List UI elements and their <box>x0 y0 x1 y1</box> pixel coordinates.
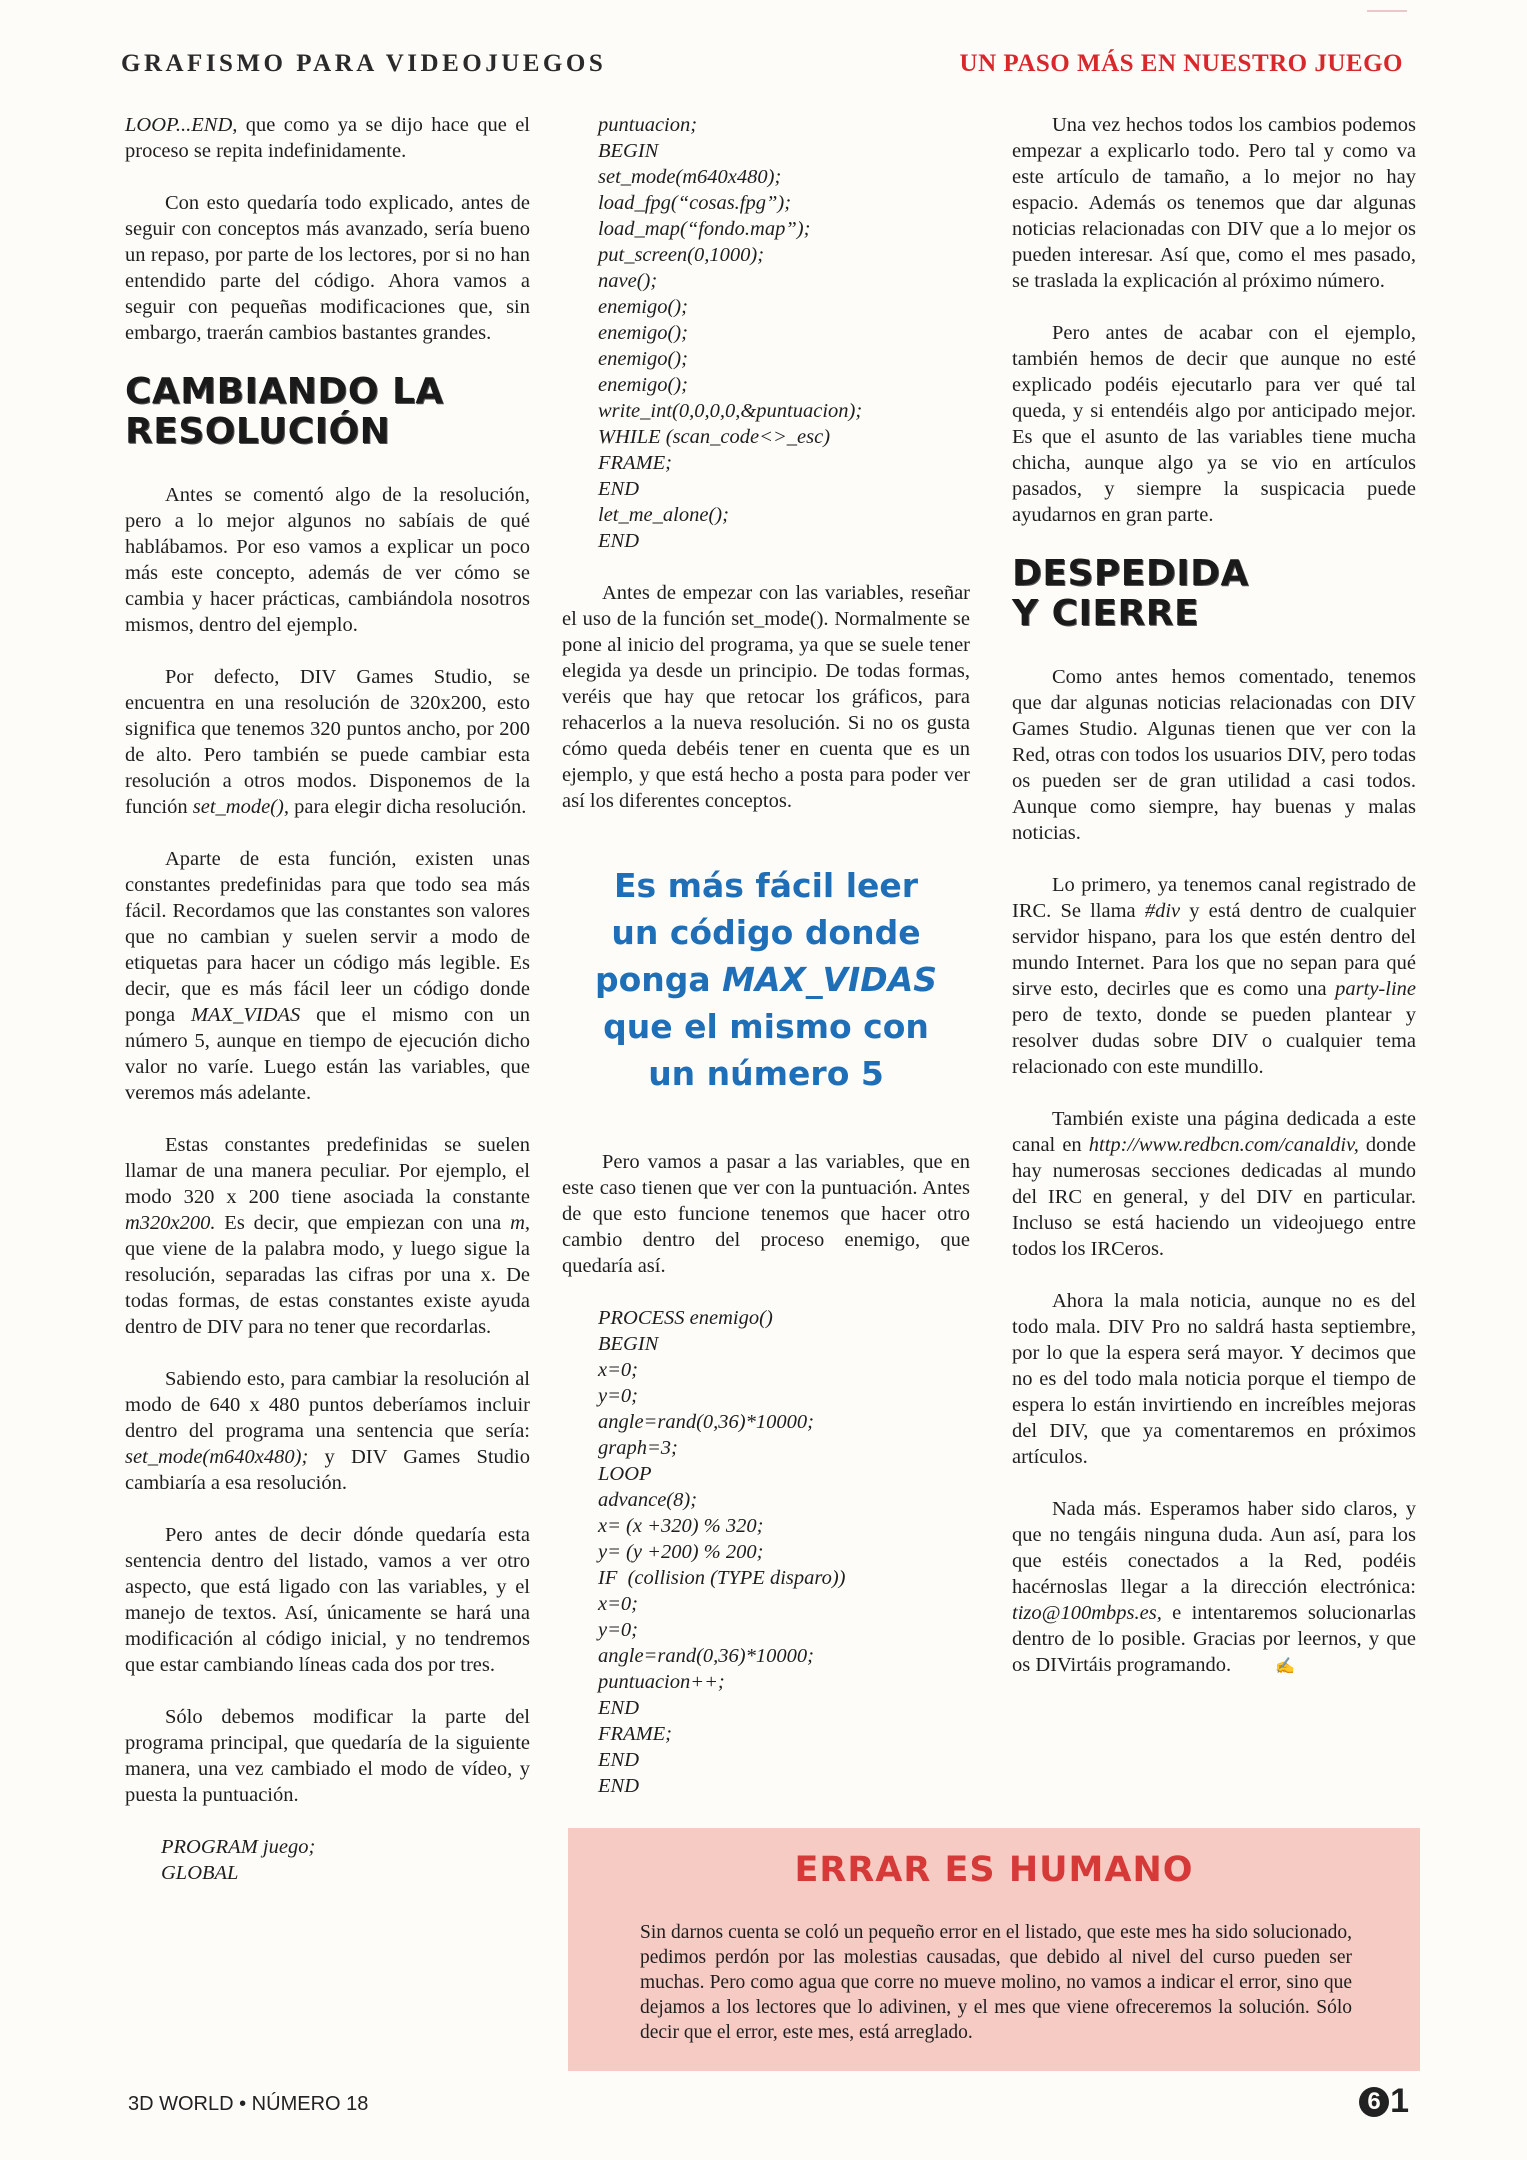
code-line: set_mode(m640x480); <box>598 166 782 188</box>
paragraph: Por defecto, DIV Games Studio, se encuentra en una resolución de 320x200, esto significa que tenemos 320 puntos ancho, por 200 de alto. Pero también se puede cambiar esta resolución a otros modos. Disponemos de la función set_mode(), para elegir dicha resolución. <box>125 666 530 818</box>
paragraph: Sólo debemos modificar la parte del programa principal, que quedaría de la siguiente manera, una vez cambiado el modo de vídeo, y puesta la puntuación. <box>125 1706 530 1806</box>
footer-issue: 3D WORLD • NÚMERO 18 <box>128 2093 369 2115</box>
code-line: load_fpg(“cosas.fpg”); <box>598 192 792 214</box>
paragraph: Pero antes de decir dónde quedaría esta sentencia dentro del listado, vamos a ver otro aspecto, que está ligado con las variables, y el manejo de textos. Así, únicamente se hará una modificación al código inicial, y no tendremos que estar cambiando líneas cada dos por tres. <box>125 1524 530 1676</box>
code-line: GLOBAL <box>161 1862 239 1884</box>
paragraph: Lo primero, ya tenemos canal registrado de IRC. Se llama #div y está dentro de cualquier servidor hispano, para los que estén dentro del mundo Internet. Para los que no sepan para qué sirve esto, decirles que es como una party-line pero de texto, donde se pueden plantear y resolver dudas sobre DIV o cualquier tema relacionado con este mundillo. <box>1012 874 1416 1078</box>
code-line: PROCESS enemigo() <box>598 1307 773 1329</box>
errata-box <box>568 1828 1420 2071</box>
code-line: y=0; <box>598 1385 639 1407</box>
code-line: let_me_alone(); <box>598 504 729 526</box>
code-listing <box>562 112 970 554</box>
code-listing <box>562 1305 970 1799</box>
code-line: put_screen(0,1000); <box>598 244 765 266</box>
code-line: angle=rand(0,36)*10000; <box>598 1645 814 1667</box>
paragraph: Aparte de esta función, existen unas constantes predefinidas para que todo sea más fácil. Recordamos que las constantes son valores que no cambian y suelen servir a modo de etiquetas para hacer un código más legible. Es decir, que es más fácil leer un código donde ponga MAX_VIDAS que el mismo con un número 5, aunque en tiempo de ejecución dicho valor no varíe. Luego están las variables, que veremos más adelante. <box>125 848 530 1104</box>
section-heading: DESPEDIDA Y CIERRE <box>1012 553 1249 634</box>
paragraph: Como antes hemos comentado, tenemos que dar algunas noticias relacionadas con DIV Games Studio. Algunas tienen que ver con la Red, otras con todos los usuarios DIV, pero todas os pueden ser de gran utilidad a casi todos. Aunque como siempre, hay buenas y malas noticias. <box>1012 666 1416 844</box>
pull-quote: Es más fácil leer un código donde ponga MAX_VIDAS que el mismo con un número 5 <box>594 866 937 1093</box>
paragraph: Pero antes de acabar con el ejemplo, también hemos de decir que aunque no esté explicado podéis ejecutarlo para ver qué tal queda, y si entendéis algo por anticipado mejor. Es que el asunto de las variables tiene mucha chicha, aunque algo ya se vio en artículos pasados, y siempre la suspicacia puede ayudarnos en gran parte. <box>1012 322 1416 526</box>
paragraph: Sabiendo esto, para cambiar la resolución al modo de 640 x 480 puntos deberíamos incluir dentro del programa una sentencia que sería: set_mode(m640x480); y DIV Games Studio cambiaría a esa resolución. <box>125 1368 530 1494</box>
top-rule <box>1367 10 1407 12</box>
paragraph: Antes de empezar con las variables, reseñar el uso de la función set_mode(). Normalmente se pone al inicio del programa, ya que se suele tener elegida ya desde un principio. De todas formas, veréis que hay que retocar los gráficos, para rehacerlos a la nueva resolución. Si no os gusta cómo queda debéis tener en cuenta que es un ejemplo, y que está hecho a posta para poder ver así los diferentes conceptos. <box>562 582 970 812</box>
paragraph: Con esto quedaría todo explicado, antes de seguir con conceptos más avanzado, sería bueno un repaso, por parte de los lectores, por si no han entendido parte del código. Ahora vamos a seguir con pequeñas modificaciones que, sin embargo, traerán cambios bastantes grandes. <box>125 192 530 344</box>
pencil-icon: ✍ <box>1275 1658 1296 1675</box>
code-line: angle=rand(0,36)*10000; <box>598 1411 814 1433</box>
article-header: UN PASO MÁS EN NUESTRO JUEGO <box>959 50 1403 77</box>
column-2 <box>562 112 970 1825</box>
page-number-badge: 6 <box>1359 2087 1389 2117</box>
paragraph: Una vez hechos todos los cambios podemos empezar a explicarlo todo. Pero tal y como va este artículo de tamaño, a lo mejor no hay espacio. Además os tenemos que dar algunas noticias relacionadas con DIV que a lo mejor os pueden interesar. Así que, como el mes pasado, se traslada la explicación al próximo número. <box>1012 114 1416 292</box>
code-line: y=0; <box>598 1619 639 1641</box>
paragraph: LOOP...END, que como ya se dijo hace que el proceso se repita indefinidamente. <box>125 114 530 162</box>
paragraph: Estas constantes predefinidas se suelen llamar de una manera peculiar. Por ejemplo, el modo 320 x 200 tiene asociada la constante m320x200. Es decir, que empiezan con una m, que viene de la palabra modo, y luego sigue la resolución, separadas las cifras por una x. De todas formas, de estas constantes existe ayuda dentro de DIV para no tener que recordarlas. <box>125 1134 530 1338</box>
code-line: END <box>598 1697 639 1719</box>
code-listing <box>125 1834 530 1886</box>
code-line: BEGIN <box>598 140 659 162</box>
code-line: graph=3; <box>598 1437 678 1459</box>
code-line: END <box>598 1775 639 1797</box>
paragraph: También existe una página dedicada a este canal en http://www.redbcn.com/canaldiv, donde hay numerosas secciones dedicadas al mundo del IRC en general, y del DIV en particular. Incluso se está haciendo un videojuego entre todos los IRCeros. <box>1012 1108 1416 1260</box>
column-3 <box>1012 112 1416 1706</box>
column-1 <box>125 112 530 1912</box>
code-line: END <box>598 1749 639 1771</box>
code-line: WHILE (scan_code<>_esc) <box>598 426 831 448</box>
code-line: FRAME; <box>598 452 672 474</box>
code-line: x= (x +320) % 320; <box>598 1515 764 1537</box>
paragraph: Nada más. Esperamos haber sido claros, y que no tengáis ninguna duda. Aun así, para los que estéis conectados a la Red, podéis hacérnoslas llegar a la dirección electrónica: tizo@100mbps.es, e intentaremos solucionarlas dentro de lo posible. Gracias por leernos, y que os DIVirtáis programando. ✍ <box>1012 1496 1416 1680</box>
code-line: puntuacion++; <box>598 1671 725 1693</box>
code-line: enemigo(); <box>598 348 688 370</box>
code-line: write_int(0,0,0,0,&puntuacion); <box>598 400 863 422</box>
code-line: enemigo(); <box>598 322 688 344</box>
code-line: nave(); <box>598 270 658 292</box>
section-heading: CAMBIANDO LA RESOLUCIÓN <box>125 371 444 452</box>
errata-text: Sin darnos cuenta se coló un pequeño error en el listado, que este mes ha sido solucionado, pedimos perdón por las molestias causadas, que debido al nivel del curso pueden ser muchas. Pero como agua que corre no mueve molino, no vamos a indicar el error, sino que dejamos a los lectores que lo adivinen, y el mes que viene ofreceremos la solución. Sólo decir que el error, este mes, está arreglado. <box>640 1922 1352 2043</box>
code-line: END <box>598 478 639 500</box>
code-line: x=0; <box>598 1593 639 1615</box>
paragraph: Antes se comentó algo de la resolución, pero a lo mejor algunos no sabíais de qué hablábamos. Por eso vamos a explicar un poco más este concepto, además de ver cómo se cambia y hacer prácticas, cambiándola nosotros mismos, dentro del ejemplo. <box>125 484 530 636</box>
paragraph: Pero vamos a pasar a las variables, que en este caso tienen que ver con la puntuación. Antes de que esto funcione tenemos que hacer otro cambio dentro del proceso enemigo, que quedaría así. <box>562 1151 970 1277</box>
code-line: LOOP <box>598 1463 652 1485</box>
code-line: puntuacion; <box>598 114 698 136</box>
code-line: END <box>598 530 639 552</box>
section-header: GRAFISMO PARA VIDEOJUEGOS <box>121 50 607 77</box>
code-line: PROGRAM juego; <box>161 1836 316 1858</box>
code-line: enemigo(); <box>598 296 688 318</box>
code-line: y= (y +200) % 200; <box>598 1541 764 1563</box>
code-line: FRAME; <box>598 1723 672 1745</box>
code-line: load_map(“fondo.map”); <box>598 218 811 240</box>
paragraph: Ahora la mala noticia, aunque no es del todo mala. DIV Pro no saldrá hasta septiembre, por lo que la espera será mayor. Y decimos que no es del todo mala noticia porque el tiempo de espera lo están invirtiendo en increíbles mejoras del DIV, que ya comentaremos en próximos artículos. <box>1012 1290 1416 1468</box>
code-line: BEGIN <box>598 1333 659 1355</box>
code-line: enemigo(); <box>598 374 688 396</box>
errata-title: ERRAR ES HUMANO <box>794 1850 1194 1890</box>
code-line: x=0; <box>598 1359 639 1381</box>
page-number: 6 1 <box>1359 2082 1409 2121</box>
code-line: advance(8); <box>598 1489 698 1511</box>
code-line: IF (collision (TYPE disparo)) <box>598 1567 846 1589</box>
